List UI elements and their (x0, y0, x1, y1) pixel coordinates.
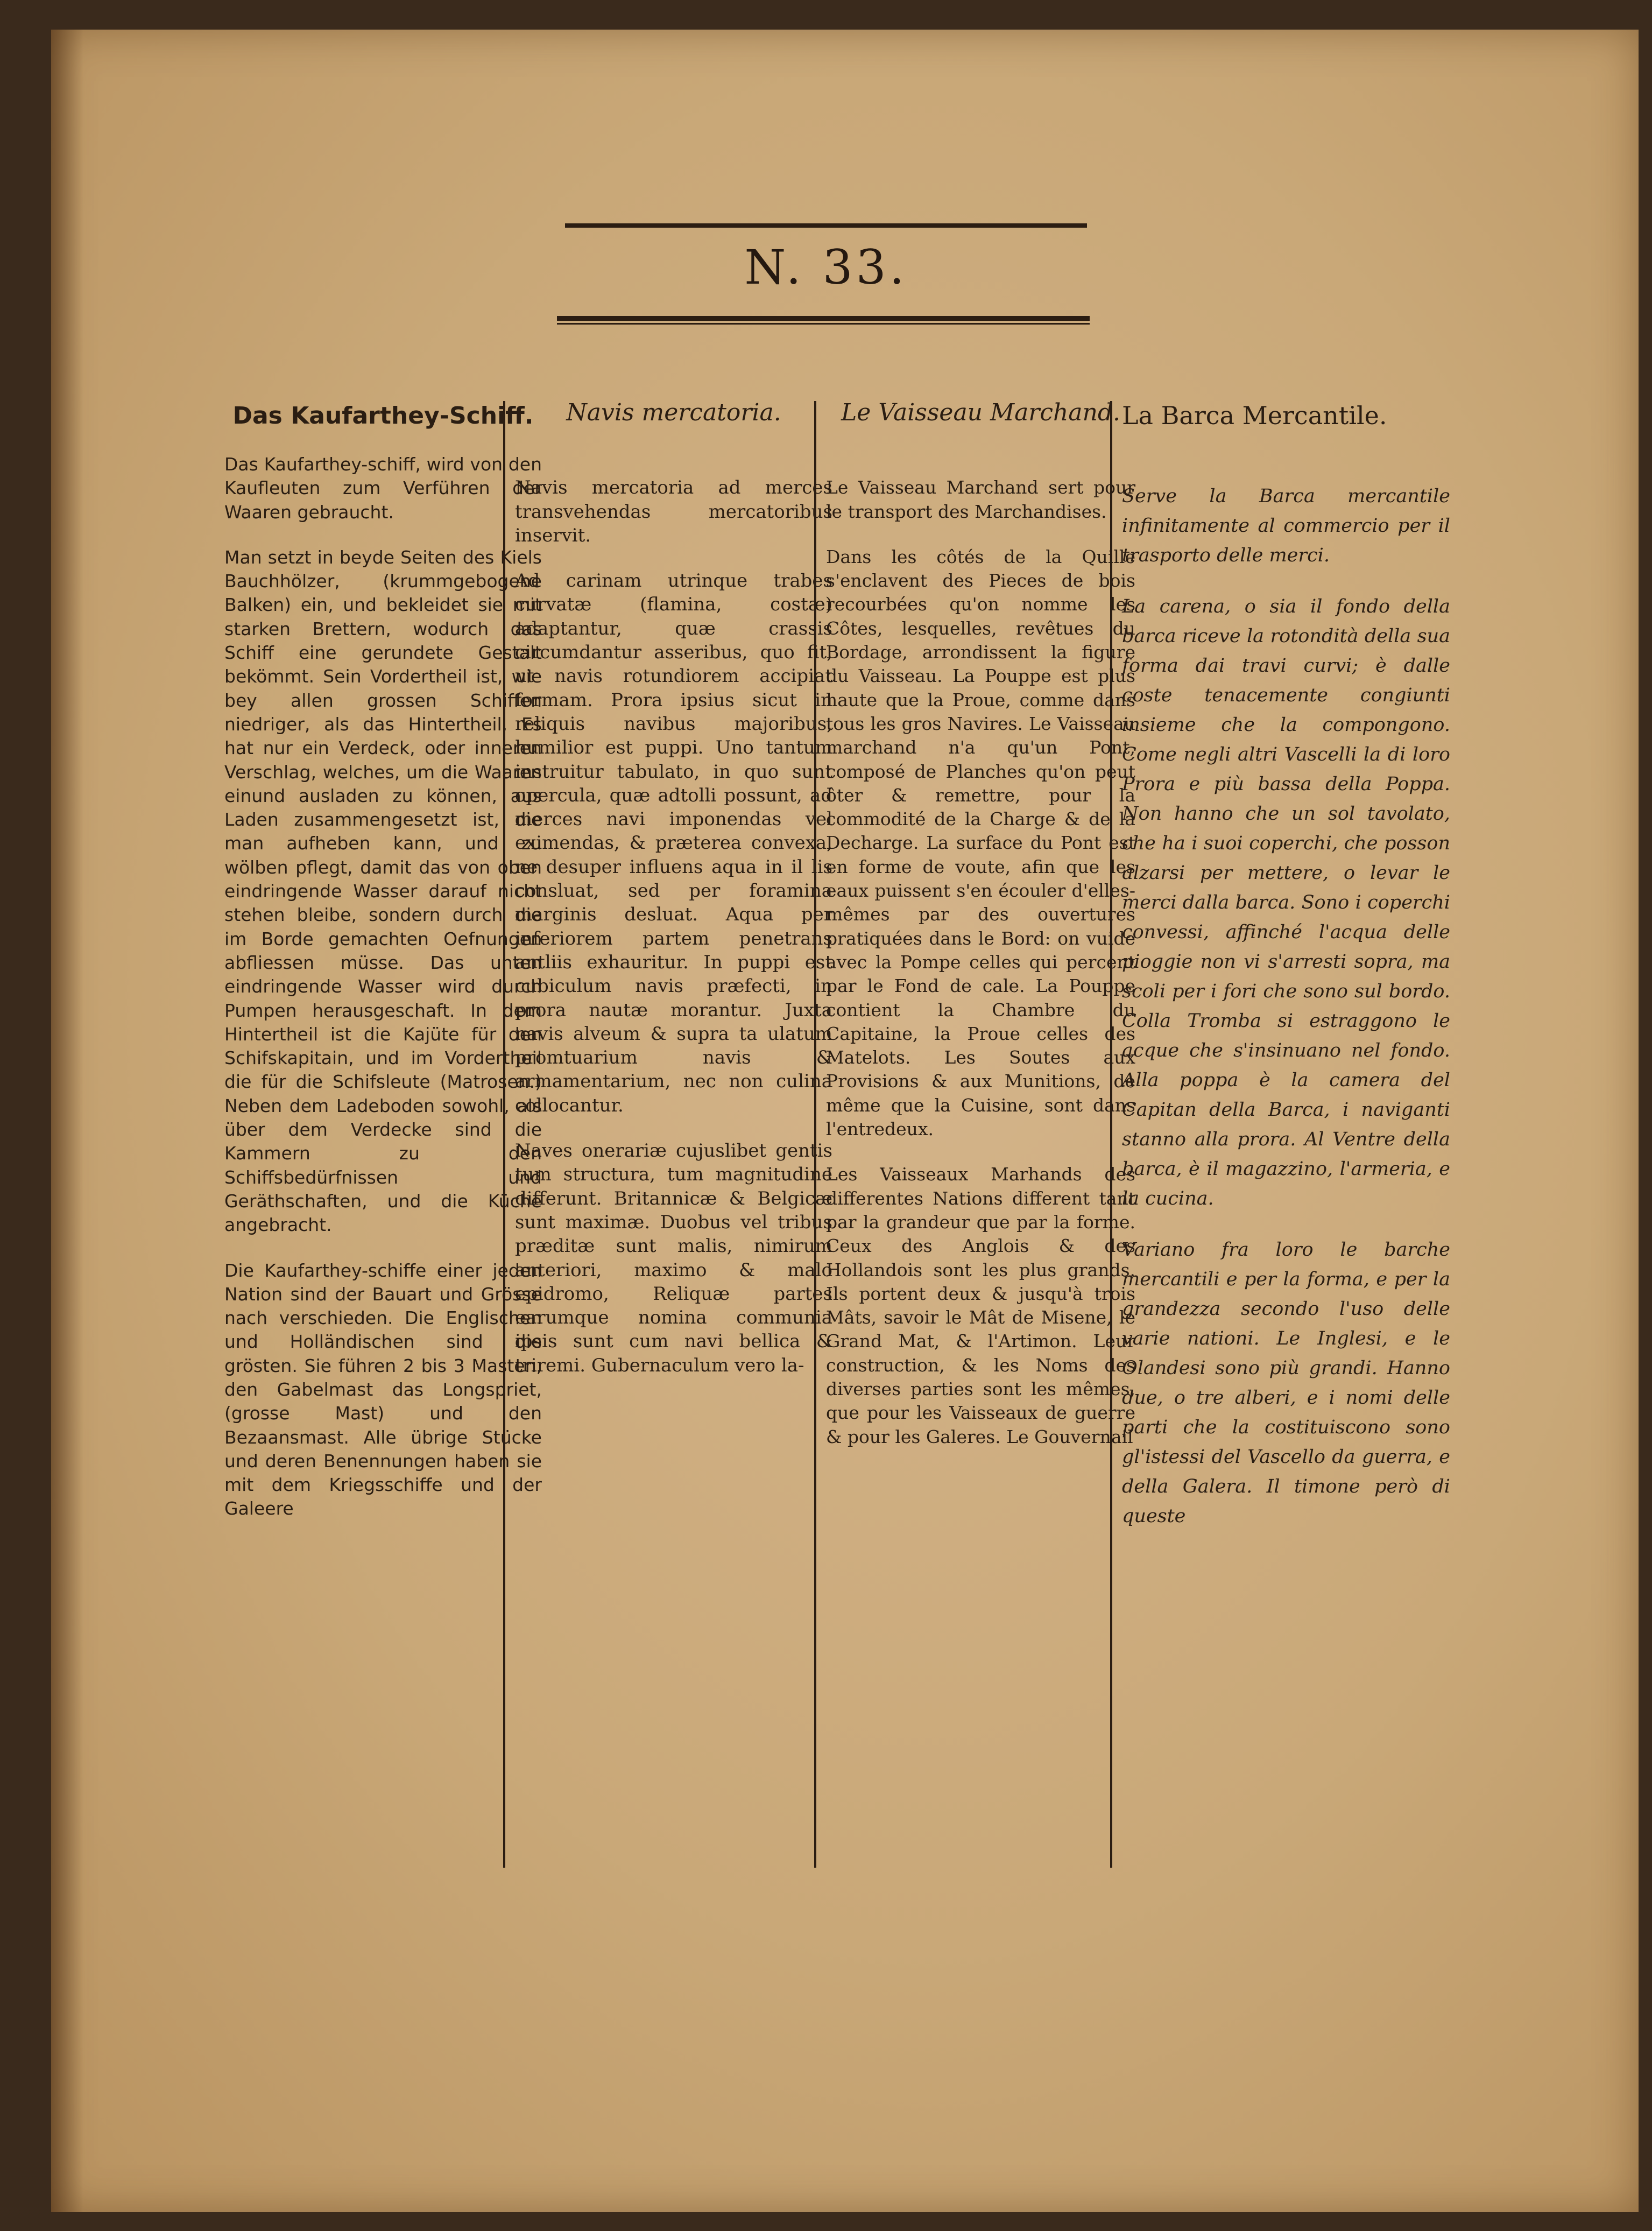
italian-paragraph: La carena, o sia il fondo della barca riceve la rotondità della sua forma dai travi curvi; è dalle coste tenacemente congiunti insieme che la compongono. Come negli altri Vascelli la di loro Prora e più bassa della Poppa. Non hanno che un sol tavolato, che ha i suoi coperchi, che posson alzarsi per mettere, o levar le merci dalla barca. Sono i coperchi convessi, affinché l'acqua delle pioggie non vi s'arresti sopra, ma scoli per i fori che sono sul bordo. Colla Tromba si estraggono le acque che s'insinuano nel fondo. Alla poppa è la camera del Capitan della Barca, i naviganti stanno alla prora. Al Ventre della barca, è il magazzino, l'armeria, e la cucina. (1122, 596, 1450, 1209)
french-paragraph: Le Vaisseau Marchand sert pour le transport des Marchandises. (826, 477, 1135, 522)
german-paragraph: Das Kaufarthey-schiff, wird von den Kaufleuten zum Verführen der Waaren gebraucht. (224, 454, 542, 523)
italian-paragraph: Serve la Barca mercantile infinitamente al commercio per il trasporto delle merci. (1122, 485, 1450, 566)
header-rule-top (565, 223, 1087, 228)
french-title: Le Vaisseau Marchand. (841, 399, 1121, 426)
italian-paragraph: Variano fra loro le barche mercantili e per la forma, e per la grandezza secondo l'uso delle varie nationi. Le Inglesi, e le Olandesi sono più grandi. Hanno due, o tre alberi, e i nomi delle parti che la costituiscono sono gl'istessi del Vascello da guerra, e della Galera. Il timone però di queste (1122, 1239, 1450, 1527)
latin-paragraph: Navis mercatoria ad merces transvehendas mercatoribus inservit. (515, 477, 832, 546)
header-rule-bottom-thin (557, 323, 1090, 325)
french-column (826, 401, 1135, 1470)
latin-column (515, 401, 832, 1399)
german-column (224, 401, 542, 1543)
header-rule-bottom (557, 316, 1090, 321)
german-paragraph: Man setzt in beyde Seiten des Kiels Bauchhölzer, (krummgebogene Balken) ein, und bekleidet sie mit starken Brettern, wodurch das Schiff eine gerundete Gestalt bekömmt. Sein Vordertheil ist, wie bey allen grossen Schiffen niedriger, als das Hintertheil. Es hat nur ein Verdeck, oder inneren Verschlag, welches, um die Waaren einund ausladen zu können, aus Laden zusammengesetzt ist, die man aufheben kann, und zu wölben pflegt, damit das von oben eindringende Wasser darauf nicht stehen bleibe, sondern durch die im Borde gemachten Oefnungen abfliessen müsse. Das unten eindringende Wasser wird durch Pumpen herausgeschaft. In dem Hintertheil ist die Kajüte für den Schifskapitain, und im Vordertheil die für die Schifsleute (Matrosen.) Neben dem Ladeboden sowohl, als über dem Verdecke sind die Kammern zu den Schiffsbedürfnissen und Geräthschaften, und die Küche angebracht. (224, 546, 542, 1236)
italian-title: La Barca Mercantile. (1122, 401, 1387, 430)
latin-paragraph: Ad carinam utrinque trabes curvatæ (flamina, costæ) adaptantur, quæ crassis circumdantur asseribus, quo fit, ut navis rotundiorem accipiat formam. Prora ipsius sicut in reliquis navibus majoribus, humilior est puppi. Uno tantum instruitur tabulato, in quo sunt opercula, quæ adtolli possunt, ad merces navi imponendas vel eximendas, & præterea convexa, ne desuper influens aqua in il lis consluat, sed per foramina marginis desluat. Aqua per inferiorem partem penetrans antliis exhauritur. In puppi est cubiculum navis præfecti, in prora nautæ morantur. Juxta navis alveum & supra ta ulatum promtuarium navis & armamentarium, nec non culina collocantur. (515, 570, 832, 1116)
page-number-heading: N. 33. (744, 240, 908, 295)
latin-paragraph: Naves onerariæ cujuslibet gentis tum structura, tum magnitudine differunt. Britannicæ & Belgicæ sunt maximæ. Duobus vel tribus præditæ sunt malis, nimirum anteriori, maximo & malo epidromo, Reliquæ partes earumque nomina communia ipsis sunt cum navi bellica & triremi. Gubernaculum vero la- (515, 1140, 832, 1376)
german-paragraph: Die Kaufarthey-schiffe einer jeden Nation sind der Bauart und Grösse nach verschieden. Die Englischen und Holländischen sind die grösten. Sie führen 2 bis 3 Masten, den Gabelmast das Longspriet, (grosse Mast) und den Bezaansmast. Alle übrige Stücke und deren Benennungen haben sie mit dem Kriegsschiffe und der Galeere (224, 1259, 542, 1519)
french-paragraph: Les Vaisseaux Marhands des differentes Nations different tant par la grandeur que par la forme. Ceux des Anglois & des Hollandois sont les plus grands. Ils portent deux & jusqu'à trois Mâts, savoir le Mât de Misene, le Grand Mat, & l'Artimon. Leur construction, & les Noms des diverses parties sont les mêmes, que pour les Vaisseaux de guerre & pour les Galeres. Le Gouvernail (826, 1164, 1135, 1447)
german-title: Das Kaufarthey-Schiff. (232, 402, 534, 430)
latin-title: Navis mercatoria. (566, 399, 781, 426)
book-page (51, 30, 1639, 2212)
page-spine-shadow (51, 30, 83, 2212)
french-paragraph: Dans les côtés de la Quille s'enclavent des Pieces de bois recourbées qu'on nomme les Côtes, lesquelles, revêtues du Bordage, arrondissent la figure du Vaisseau. La Pouppe est plus haute que la Proue, comme dans tous les gros Navires. Le Vaisseau marchand n'a qu'un Pont, composé de Planches qu'on peut ôter & remettre, pour la commodité de la Charge & de la Decharge. La surface du Pont est en forme de voute, afin que les eaux puissent s'en écouler d'elles-mêmes par des ouvertures pratiquées dans le Bord: on vuide avec la Pompe celles qui percent par le Fond de cale. La Pouppe contient la Chambre du Capitaine, la Proue celles des Matelots. Les Soutes aux Provisions & aux Munitions, de même que la Cuisine, sont dans l'entredeux. (826, 546, 1135, 1140)
italian-column (1122, 401, 1450, 1553)
